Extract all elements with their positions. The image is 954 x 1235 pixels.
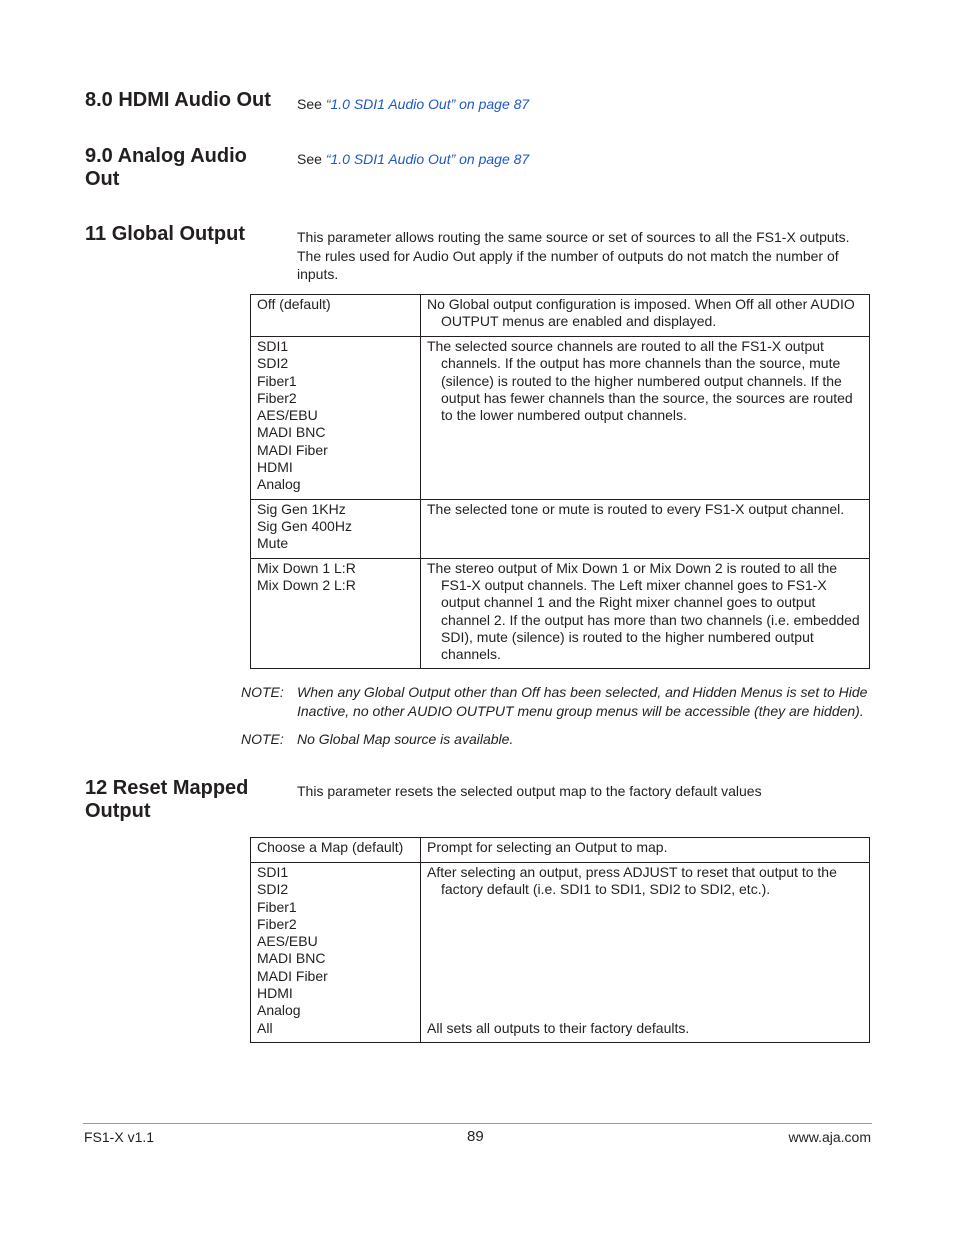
- option-cell: [251, 838, 421, 863]
- global-output-table: [250, 294, 870, 669]
- option-label: MADI Fiber: [257, 967, 328, 984]
- option-label: Mute: [257, 535, 289, 552]
- option-label: All: [257, 1019, 273, 1036]
- option-label: Fiber2: [257, 915, 297, 932]
- cross-reference-link[interactable]: “1.0 SDI1 Audio Out” on page 87: [325, 151, 530, 167]
- option-cell: [251, 337, 421, 500]
- option-label: AES/EBU: [257, 933, 318, 950]
- table-row: [251, 838, 870, 863]
- option-label: SDI1: [257, 338, 289, 354]
- option-label: SDI2: [257, 881, 289, 898]
- option-label: MADI BNC: [257, 424, 326, 441]
- option-description: After selecting an output, press ADJUST to reset that output to the factory default (i.e. SDI1 to SDI1, SDI2 to SDI2, etc.).: [427, 864, 837, 898]
- option-label: Sig Gen 400Hz: [257, 517, 352, 534]
- option-label: Mix Down 2 L:R: [257, 576, 356, 593]
- analog-see-reference: [297, 150, 872, 169]
- option-cell: [251, 499, 421, 558]
- table-row: [251, 558, 870, 669]
- option-description: Prompt for selecting an Output to map.: [427, 839, 668, 855]
- option-label: Analog: [257, 1002, 301, 1019]
- option-label: Mix Down 1 L:R: [257, 559, 356, 576]
- note-label: NOTE:: [241, 731, 284, 747]
- see-label: See: [297, 151, 326, 167]
- option-label: Analog: [257, 476, 301, 493]
- section-heading-reset-mapped-output: 12 Reset Mapped Output: [85, 777, 249, 822]
- table-row: [251, 337, 870, 500]
- table-row: [251, 499, 870, 558]
- option-label: Sig Gen 1KHz: [257, 500, 346, 517]
- section-heading-analog-audio-out: 9.0 Analog Audio Out: [85, 145, 247, 190]
- hdmi-see-reference: [297, 95, 872, 114]
- option-label: AES/EBU: [257, 407, 318, 424]
- note-label: NOTE:: [241, 684, 284, 700]
- option-cell: [251, 295, 421, 337]
- table-row: [251, 863, 870, 1043]
- footer-rule: [83, 1123, 872, 1124]
- global-output-description: This parameter allows routing the same source or set of sources to all the FS1-X outputs. The rules used for Audio Out apply if the number of outputs do not match the number of inputs.: [297, 229, 850, 282]
- table-row: [251, 295, 870, 337]
- reset-mapped-output-table: [250, 837, 870, 1043]
- option-label: Fiber2: [257, 389, 297, 406]
- option-label: SDI2: [257, 355, 289, 372]
- description-cell: [421, 499, 870, 558]
- note-hidden-menus: [241, 683, 871, 721]
- footer-product-version: FS1-X v1.1: [84, 1129, 155, 1145]
- option-cell: [251, 863, 421, 1043]
- section-heading-hdmi-audio-out: 8.0 HDMI Audio Out: [85, 89, 271, 111]
- option-description: The stereo output of Mix Down 1 or Mix Down 2 is routed to all the FS1-X output channels. The Left mixer channel goes to FS1-X output channel 1 and the Right mixer channel goes to output channel 2. If the output has more than two channels (i.e. embedded SDI), mute (silence) is routed to the higher numbered output channels.: [427, 559, 860, 663]
- option-label: Fiber1: [257, 898, 297, 915]
- reset-mapped-output-description: This parameter resets the selected output map to the factory default values: [297, 783, 762, 799]
- option-cell: [251, 558, 421, 669]
- section-heading-global-output: 11 Global Output: [85, 223, 246, 245]
- description-cell: [421, 558, 870, 669]
- option-label: HDMI: [257, 459, 293, 476]
- option-label: SDI1: [257, 864, 289, 880]
- description-cell: [421, 838, 870, 863]
- page-number: 89: [467, 1128, 484, 1145]
- note-text: When any Global Output other than Off has been selected, and Hidden Menus is set to Hide Inactive, no other AUDIO OUTPUT menu group menus will be accessible (they are hidden).: [297, 684, 868, 719]
- description-cell: [421, 863, 870, 1043]
- option-label: MADI BNC: [257, 950, 326, 967]
- note-global-map: [241, 730, 871, 749]
- option-description: The selected source channels are routed to all the FS1-X output channels. If the output has more channels than the source, mute (silence) is routed to the higher numbered output channels. If the output has fewer channels than the source, the sources are routed to the lower numbered output channels.: [427, 338, 853, 424]
- option-description-extra: All sets all outputs to their factory defaults.: [427, 1019, 690, 1036]
- option-label: Off (default): [257, 296, 331, 312]
- cross-reference-link[interactable]: “1.0 SDI1 Audio Out” on page 87: [325, 96, 530, 112]
- option-label: MADI Fiber: [257, 441, 328, 458]
- option-label: HDMI: [257, 985, 293, 1002]
- footer-website: www.aja.com: [788, 1129, 871, 1145]
- note-text: No Global Map source is available.: [297, 731, 514, 747]
- description-cell: [421, 295, 870, 337]
- option-description: The selected tone or mute is routed to every FS1-X output channel.: [427, 500, 845, 517]
- description-cell: [421, 337, 870, 500]
- see-label: See: [297, 96, 326, 112]
- option-description: No Global output configuration is imposed. When Off all other AUDIO OUTPUT menus are enabled and displayed.: [427, 296, 855, 330]
- option-label: Choose a Map (default): [257, 839, 404, 855]
- option-label: Fiber1: [257, 372, 297, 389]
